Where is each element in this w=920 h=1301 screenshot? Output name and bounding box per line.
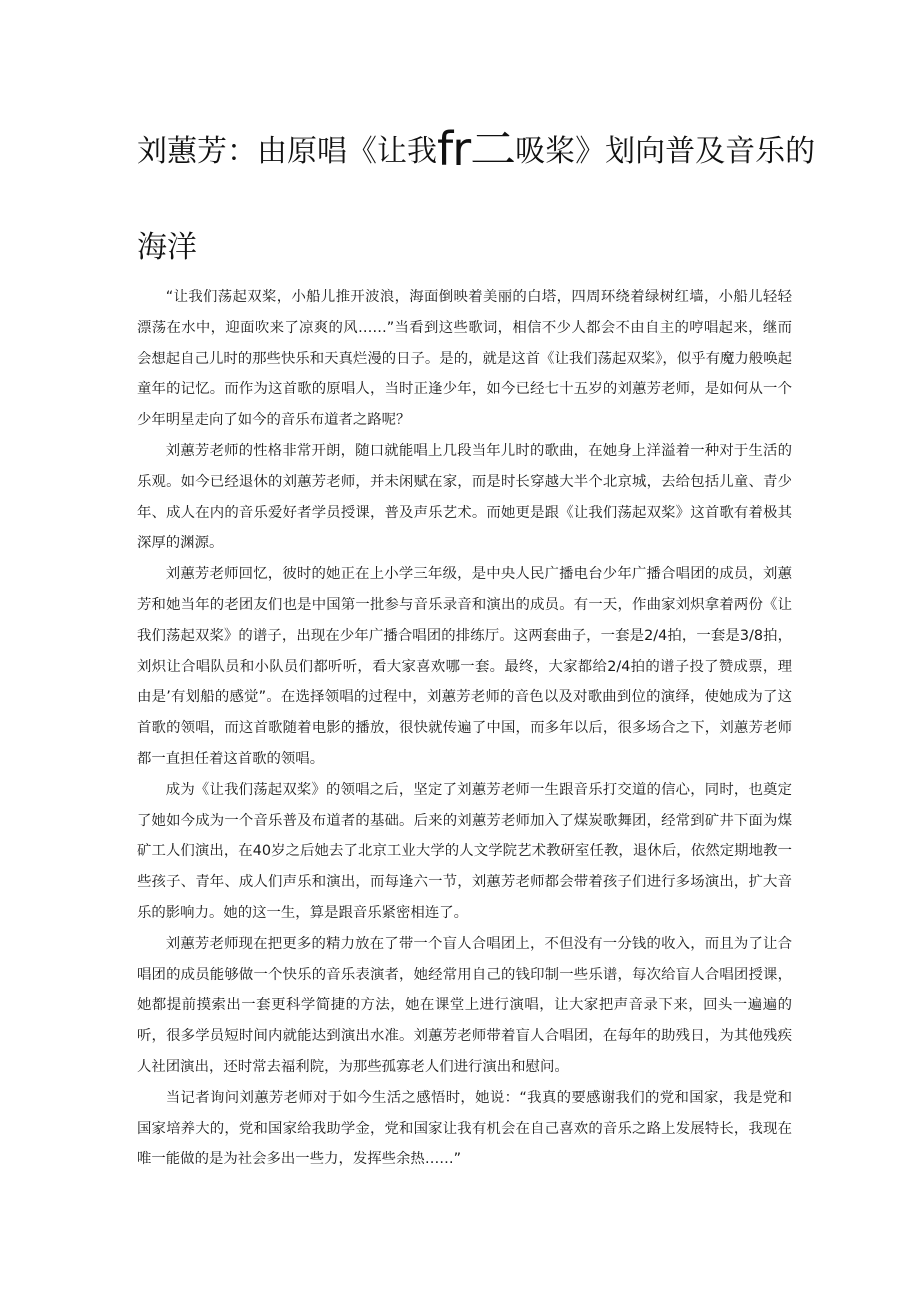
paragraph-closing-quote: 当记者询问刘蕙芳老师对于如今生活之感悟时，她说：“我真的要感谢我们的党和国家，我是党和国家培养大的，党和国家给我助学金，党和国家让我有机会在自己喜欢的音乐之路上发展特长，我现在唯一能做的是为社会多出一些力，发挥些余热……” (137, 1089, 792, 1168)
article-title-part4: 吸桨》划向普及音乐的 (515, 134, 816, 169)
article-body (137, 282, 792, 1175)
article-title-garbled-fr: fr (437, 122, 471, 176)
paragraph-career: 成为《让我们荡起双桨》的领唱之后，坚定了刘蕙芳老师一生跟音乐打交道的信心，同时，也奠定了她如今成为一个音乐普及布道者的基础。后来的刘蕙芳老师加入了煤炭歌舞团，经常到矿井下面为煤矿工人们演出，在40岁之后她去了北京工业大学的人文学院艺术教研室任教，退休后，依然定期地教一些孩子、青年、成人们声乐和演出，而每逢六一节，刘蕙芳老师都会带着孩子们进行多场演出，扩大音乐的影响力。她的这一生，算是跟音乐紧密相连了。 (137, 781, 792, 921)
article-title (137, 122, 817, 176)
article-title-garbled-er: 二 (470, 122, 516, 176)
paragraph-personality: 刘蕙芳老师的性格非常开朗，随口就能唱上几段当年儿时的歌曲，在她身上洋溢着一种对于生活的乐观。如今已经退休的刘蕙芳老师，并未闲赋在家，而是时长穿越大半个北京城，去给包括儿童、青少年、成人在内的音乐爱好者学员授课，普及声乐艺术。而她更是跟《让我们荡起双桨》这首歌有着极其深厚的渊源。 (137, 442, 792, 552)
paragraph-intro: “让我们荡起双桨，小船儿推开波浪，海面倒映着美丽的白塔，四周环绕着绿树红墙，小船儿轻轻漂荡在水中，迎面吹来了凉爽的风……”当看到这些歌词，相信不少人都会不由自主的哼唱起来，继而会想起自己儿时的那些快乐和天真烂漫的日子。是的，就是这首《让我们荡起双桨》，似乎有魔力般唤起童年的记忆。而作为这首歌的原唱人，当时正逢少年，如今已经七十五岁的刘蕙芳老师，是如何从一个少年明星走向了如今的音乐布道者之路呢？ (137, 289, 792, 429)
paragraph-memory: 刘蕙芳老师回忆，彼时的她正在上小学三年级，是中央人民广播电台少年广播合唱团的成员，刘蕙芳和她当年的老团友们也是中国第一批参与音乐录音和演出的成员。有一天，作曲家刘炽拿着两份《让我们荡起双桨》的谱子，出现在少年广播合唱团的排练厅。这两套曲子，一套是2/4拍，一套是3/8拍，刘炽让合唱队员和小队员们都听听，看大家喜欢哪一套。最终，大家都给2/4拍的谱子投了赞成票，理由是’有划船的感觉”。在选择领唱的过程中，刘蕙芳老师的音色以及对歌曲到位的演绎，使她成为了这首歌的领唱，而这首歌随着电影的播放，很快就传遍了中国，而多年以后，很多场合之下，刘蕙芳老师都一直担任着这首歌的领唱。 (137, 566, 792, 767)
paragraph-blind-choir: 刘蕙芳老师现在把更多的精力放在了带一个盲人合唱团上，不但没有一分钱的收入，而且为了让合唱团的成员能够做一个快乐的音乐表演者，她经常用自己的钱印制一些乐谱，每次给盲人合唱团授课，她都提前摸索出一套更科学简捷的方法，她在课堂上进行演唱，让大家把声音录下来，回头一遍遍的听，很多学员短时间内就能达到演出水准。刘蕙芳老师带着盲人合唱团，在每年的助残日，为其他残疾人社团演出，还时常去福利院，为那些孤寡老人们进行演出和慰问。 (137, 935, 792, 1075)
article-title-part1: 刘蕙芳：由原唱《让我 (137, 134, 437, 169)
article-title-line2: 海洋 (137, 230, 197, 265)
